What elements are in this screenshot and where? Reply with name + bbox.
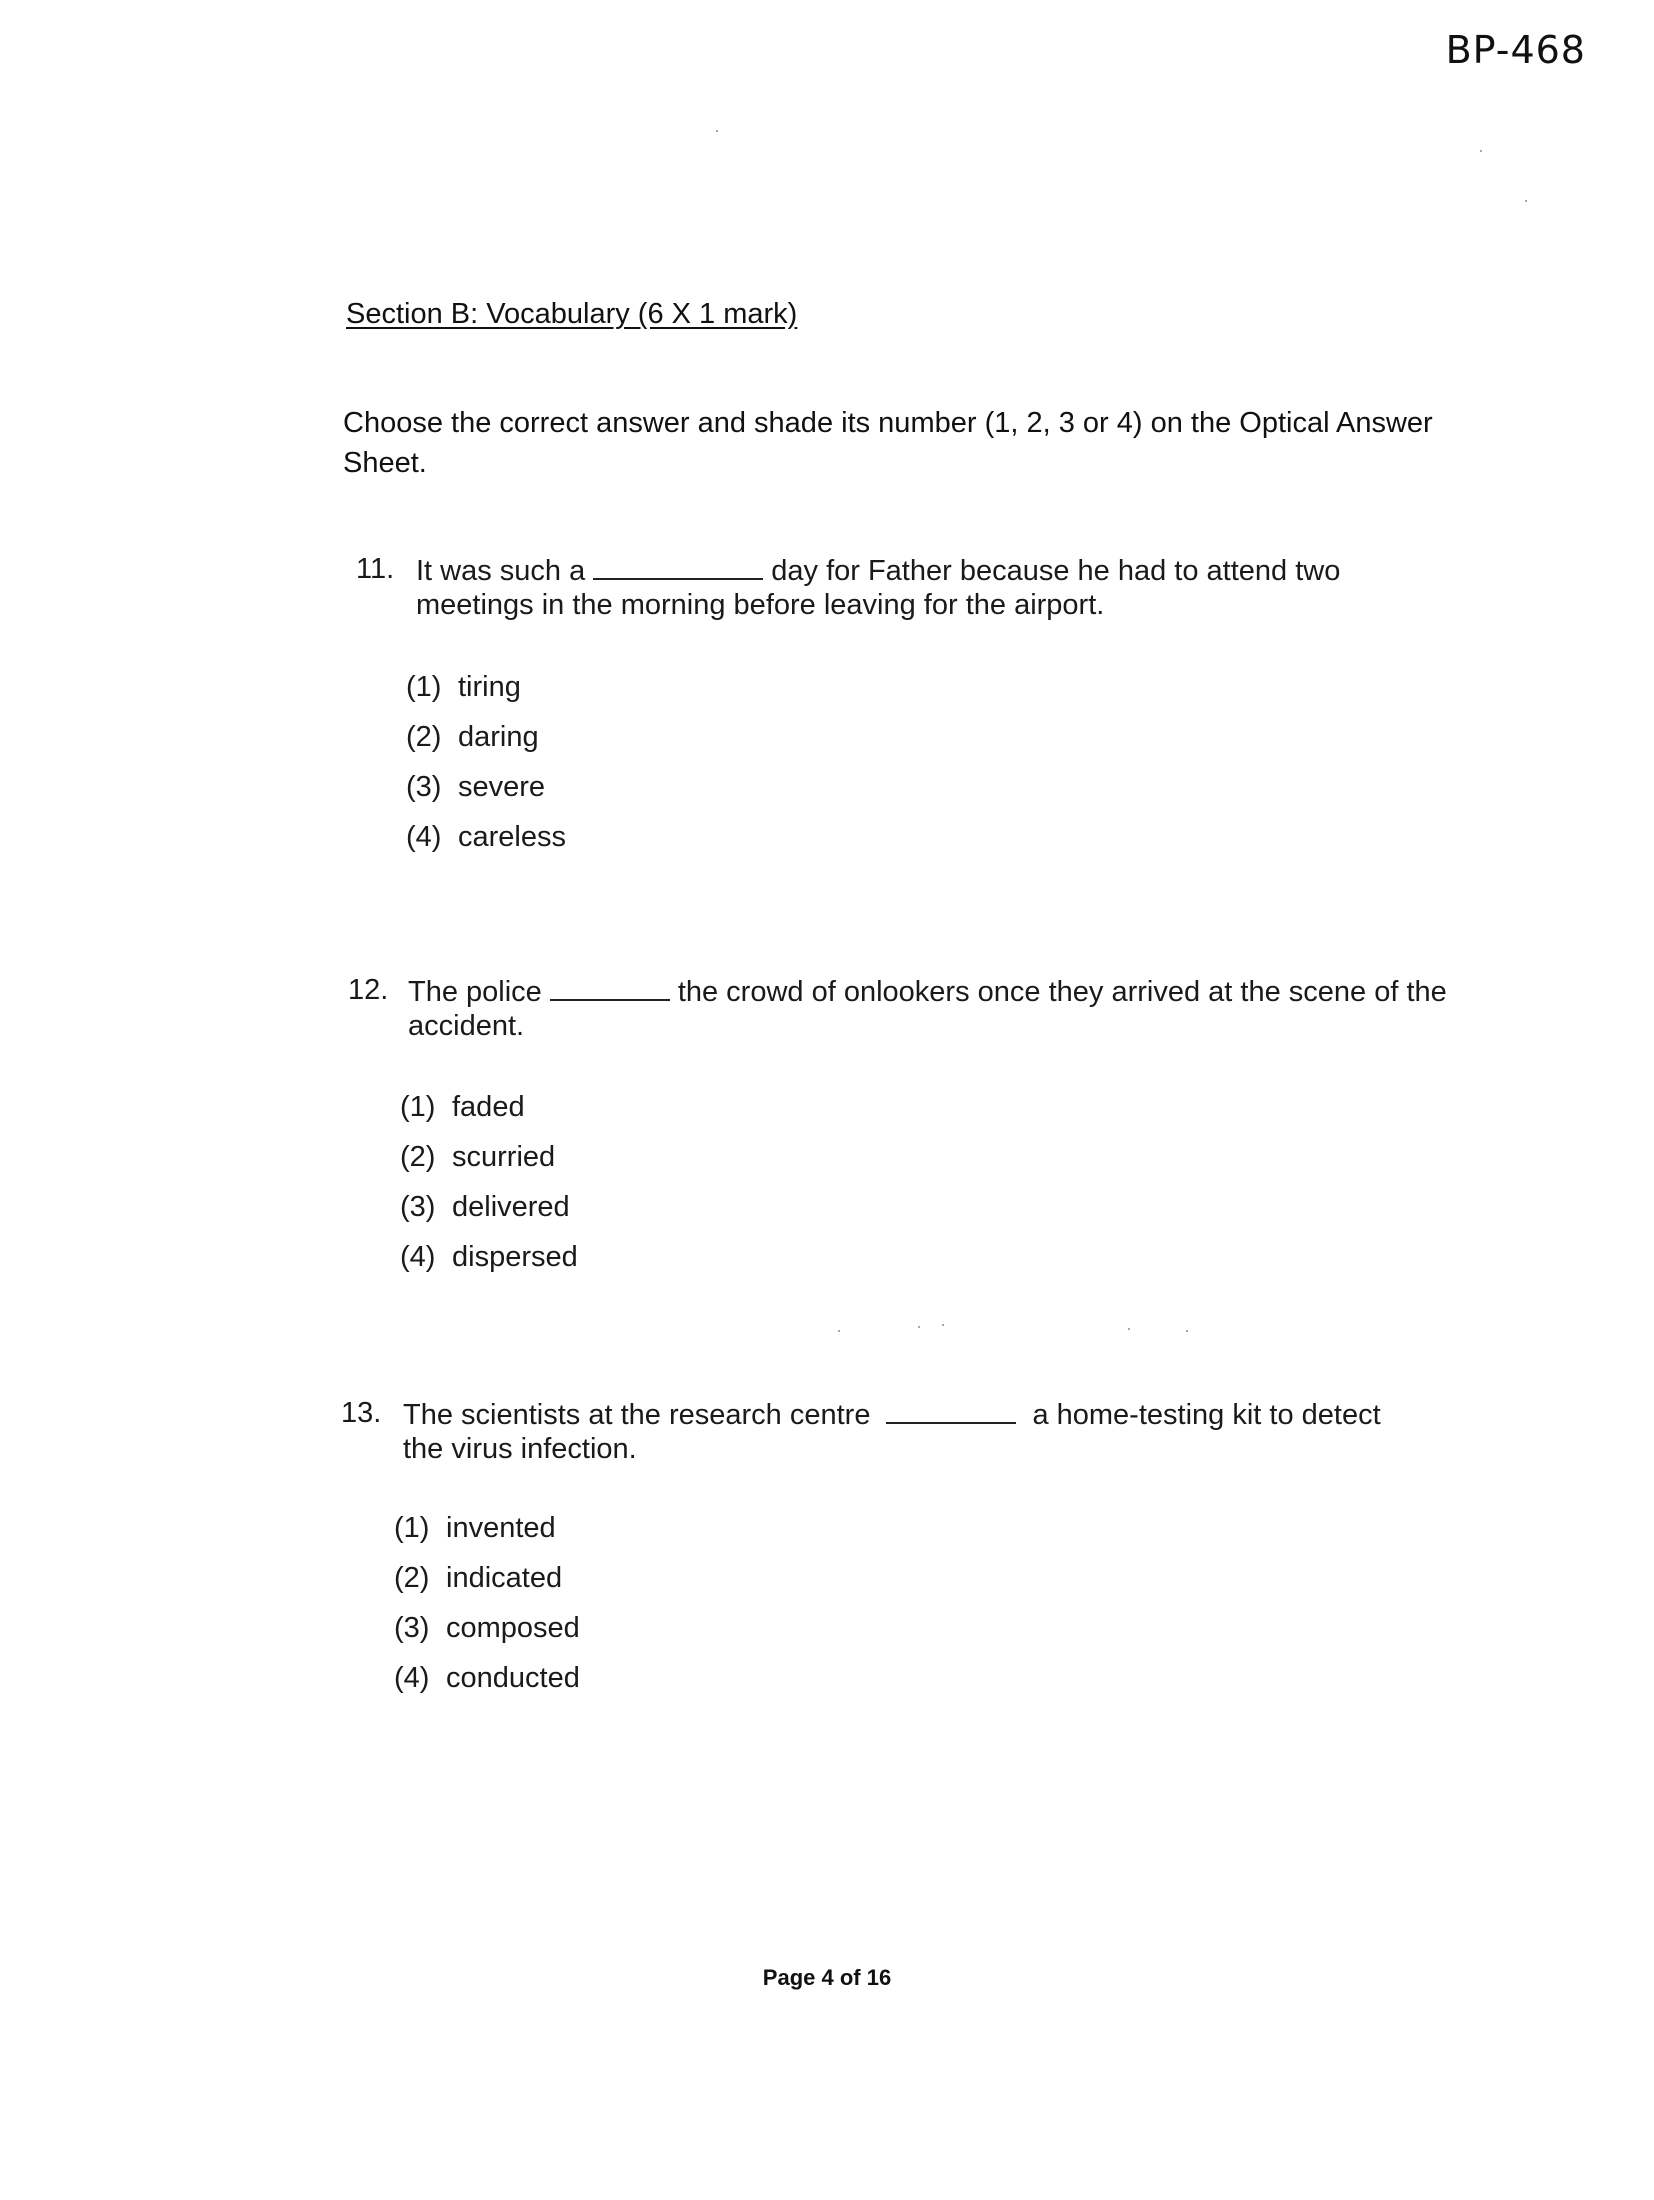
question-number: 11.: [356, 553, 395, 585]
option-text: composed: [446, 1612, 580, 1644]
option[interactable]: [400, 1182, 578, 1232]
options-13: [394, 1503, 580, 1703]
option[interactable]: [406, 812, 566, 862]
option-number: (3): [400, 1191, 436, 1223]
scan-speck: [918, 1326, 920, 1328]
option-text: tiring: [458, 671, 521, 703]
option-number: (2): [394, 1562, 430, 1594]
option[interactable]: [400, 1232, 578, 1282]
option[interactable]: [400, 1132, 578, 1182]
question-stem: [416, 552, 1376, 622]
option-number: (4): [406, 821, 442, 853]
scan-speck: [1480, 150, 1482, 152]
option-number: (4): [394, 1662, 430, 1694]
answer-blank: [593, 552, 763, 580]
answer-blank: [886, 1396, 1016, 1424]
option[interactable]: [406, 662, 566, 712]
option-number: (2): [400, 1141, 436, 1173]
option-text: delivered: [452, 1191, 570, 1223]
scan-speck: [1128, 1328, 1130, 1330]
scan-speck: [716, 130, 718, 132]
stem-after-blank: a home-testing kit to detect the virus infection.: [403, 1399, 1381, 1465]
scan-speck: [1525, 200, 1527, 202]
question-number: 13.: [341, 1397, 382, 1429]
option-text: severe: [458, 771, 546, 803]
stem-before-blank: The scientists at the research centre: [403, 1399, 871, 1431]
option-text: faded: [452, 1091, 525, 1123]
option-text: conducted: [446, 1662, 580, 1694]
scan-speck: [942, 1324, 944, 1326]
option-text: daring: [458, 721, 539, 753]
option-text: dispersed: [452, 1241, 578, 1273]
scan-speck: [838, 1330, 840, 1332]
option[interactable]: [406, 712, 566, 762]
option-number: (1): [400, 1091, 436, 1123]
option-number: (1): [394, 1512, 430, 1544]
options-11: [406, 662, 566, 862]
stem-before-blank: It was such a: [416, 555, 586, 587]
option[interactable]: [394, 1553, 580, 1603]
stem-before-blank: The police: [408, 976, 542, 1008]
option-number: (1): [406, 671, 442, 703]
option-number: (3): [406, 771, 442, 803]
question-stem: [408, 973, 1478, 1043]
option[interactable]: [394, 1653, 580, 1703]
option-number: (3): [394, 1612, 430, 1644]
option-number: (2): [406, 721, 442, 753]
option[interactable]: [400, 1082, 578, 1132]
question-number: 12.: [348, 974, 389, 1006]
paper-code: BP-468: [1445, 28, 1586, 72]
stem-after-blank: day for Father because he had to attend two meetings in the morning before leaving for the airport.: [416, 555, 1341, 621]
option-text: careless: [458, 821, 566, 853]
scan-speck: [1186, 1330, 1188, 1332]
option[interactable]: [394, 1603, 580, 1653]
page-number: Page 4 of 16: [762, 1965, 892, 1990]
option-text: invented: [446, 1512, 556, 1544]
instruction-text: Choose the correct answer and shade its number (1, 2, 3 or 4) on the Optical Answer Sheet.: [343, 407, 1433, 479]
option-text: scurried: [452, 1141, 556, 1173]
options-12: [400, 1082, 578, 1282]
option-number: (4): [400, 1241, 436, 1273]
option[interactable]: [406, 762, 566, 812]
option[interactable]: [394, 1503, 580, 1553]
answer-blank: [550, 973, 670, 1001]
section-title: Section B: Vocabulary (6 X 1 mark): [346, 298, 798, 330]
option-text: indicated: [446, 1562, 563, 1594]
question-stem: [403, 1396, 1403, 1466]
stem-after-blank: the crowd of onlookers once they arrived at the scene of the accident.: [408, 976, 1447, 1042]
